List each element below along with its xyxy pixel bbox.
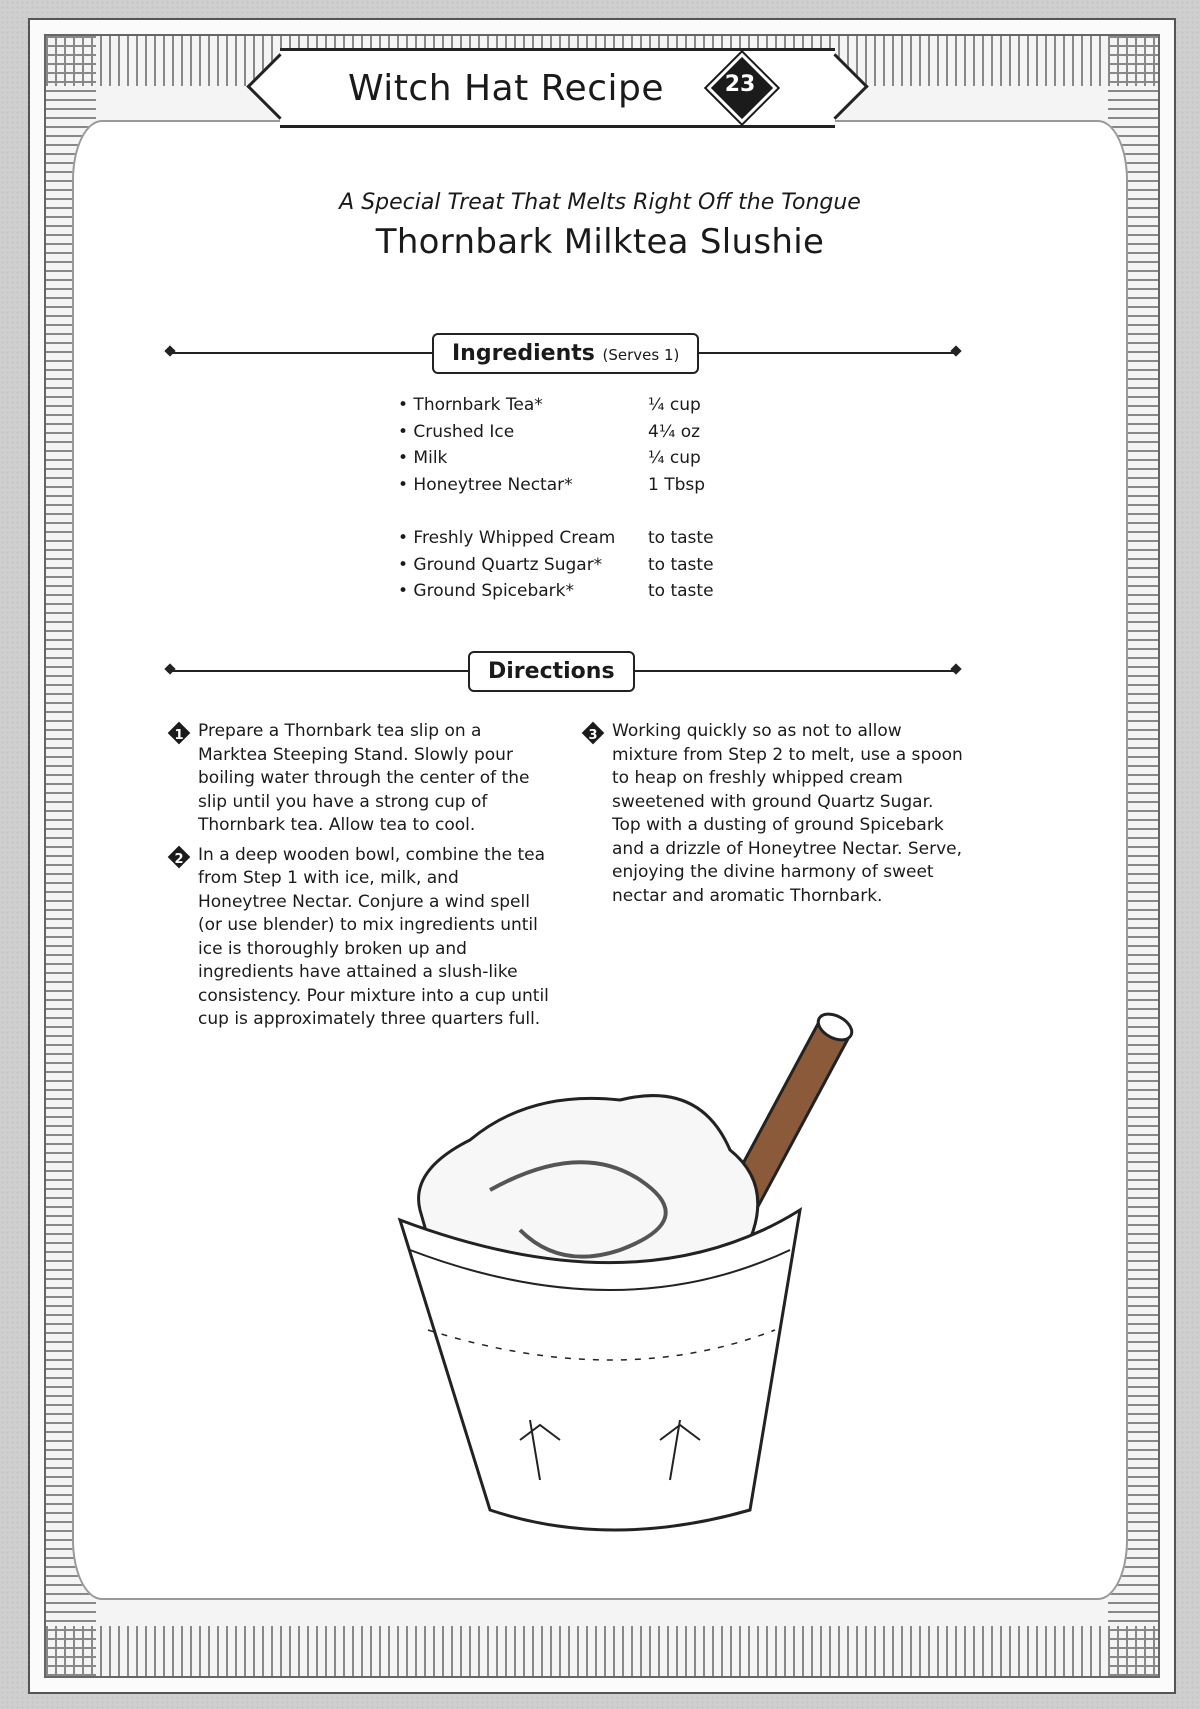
- step-text: In a deep wooden bowl, combine the tea from Step 1 with ice, milk, and Honeytree Nectar. Conjure a wind spell (or use blender) to mix ingredients until ice is thoroughly broken up and ingredients have attained a slush-like consistency. Pour mixture into a cup until cup is approximately three quarters full.: [198, 844, 549, 1029]
- directions-heading-text: Directions: [488, 659, 615, 684]
- list-item: • Ground Spicebark* to taste: [398, 581, 714, 601]
- list-item: • Freshly Whipped Cream to taste: [398, 528, 714, 548]
- list-item: • Thornbark Tea* ¼ cup: [398, 395, 701, 415]
- recipe-number-badge: [711, 57, 769, 115]
- cup-icon: [400, 1096, 800, 1530]
- directions-heading: [468, 651, 635, 692]
- recipe-number: 23: [724, 72, 756, 97]
- recipe-title: Thornbark Milktea Slushie: [375, 222, 825, 262]
- direction-step: [578, 720, 966, 908]
- ingredients-heading: [432, 333, 699, 374]
- ingredients-heading-text: Ingredients: [452, 341, 595, 366]
- list-item: • Crushed Ice 4¼ oz: [398, 421, 701, 442]
- step-number-icon: 2: [168, 846, 190, 868]
- list-item: • Honeytree Nectar* 1 Tbsp: [398, 474, 706, 495]
- banner-title: Witch Hat Recipe: [348, 67, 665, 109]
- step-number-icon: 1: [168, 722, 190, 744]
- title-banner: [280, 48, 835, 128]
- serves-text: (Serves 1): [602, 346, 680, 364]
- ingredients-list: [398, 392, 758, 605]
- directions-right-column: [578, 720, 966, 914]
- recipe-subtitle: A Special Treat That Melts Right Off the Tongue: [339, 190, 861, 215]
- step-text: Prepare a Thornbark tea slip on a Marktea Steeping Stand. Slowly pour boiling water through the center of the slip until you have a strong cup of Thornbark tea. Allow tea to cool.: [198, 721, 530, 835]
- list-item: • Milk ¼ cup: [398, 448, 701, 468]
- list-item: • Ground Quartz Sugar* to taste: [398, 554, 714, 575]
- direction-step: [164, 720, 552, 838]
- slushie-illustration: [380, 990, 900, 1590]
- step-text: Working quickly so as not to allow mixture from Step 2 to melt, use a spoon to heap on freshly whipped cream sweetened with ground Quartz Sugar. Top with a dusting of ground Spicebark and a drizzle of Honeytree Nectar. Serve, enjoying the divine harmony of sweet nectar and aromatic Thornbark.: [612, 721, 963, 906]
- step-number-icon: 3: [582, 722, 604, 744]
